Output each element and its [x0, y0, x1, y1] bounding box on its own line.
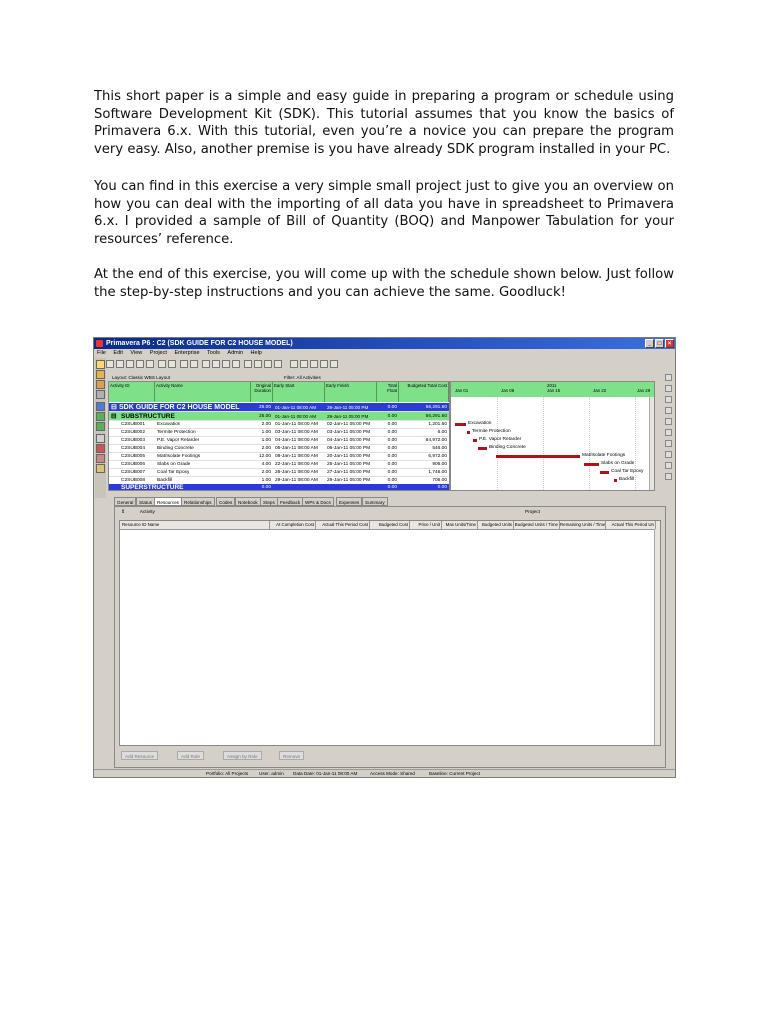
col-actual-this-period-units[interactable]: Actual This Period Un — [606, 521, 656, 529]
menu-view[interactable]: View — [130, 350, 143, 356]
sidebar-projects-icon[interactable] — [96, 360, 105, 369]
primavera-app-icon — [96, 340, 103, 347]
sidebar-docs-icon[interactable] — [96, 464, 105, 473]
activity-label: ⇕ Activity — [121, 510, 155, 515]
gantt-bar-label: Mat/Isolate Footings — [582, 453, 626, 458]
col-budgeted-units-time[interactable]: Budgeted Units / Time — [514, 522, 558, 527]
table-row[interactable]: C2SUB006 Slabs on Grade 4.00 22-Jan-11 08:00 AM 25-Jan-11 05:00 PM 0.00 906.00 — [109, 461, 450, 469]
table-row[interactable]: C2SUB001 Excavation 2.00 01-Jan-11 08:00 AM 02-Jan-11 05:00 PM 0.00 1,201.60 — [109, 421, 450, 429]
columns-icon[interactable] — [212, 360, 220, 368]
close-button[interactable]: × — [665, 339, 674, 348]
col-remaining-units-time[interactable]: Remaining Units / Time — [560, 522, 606, 527]
table-row[interactable]: C2SUB003 P.E. Vapor Retarder 1.00 04-Jan-11 08:00 AM 04-Jan-11 05:00 PM 0.00 84,972.00 — [109, 437, 450, 445]
gantt-chart — [450, 381, 655, 491]
close-x-icon[interactable] — [665, 396, 672, 403]
sidebar-tracking-icon[interactable] — [96, 380, 105, 389]
gantt-bar-label: Slabs on Grade — [601, 461, 635, 466]
sidebar-resources-icon[interactable] — [96, 412, 105, 421]
bars-icon[interactable] — [222, 360, 230, 368]
menu-help[interactable]: Help — [250, 350, 262, 356]
gantt-bar-label: Termite Protection — [472, 429, 511, 434]
superstructure-name: SUPERSTRUCTURE — [121, 484, 184, 491]
gantt-gridline — [589, 397, 590, 491]
activity-table-header — [109, 382, 450, 402]
gantt-scrollbar[interactable] — [649, 397, 655, 491]
menu-file[interactable]: File — [97, 350, 106, 356]
col-price-unit[interactable]: Price / Unit — [410, 521, 442, 529]
gantt-year: 2011 — [547, 383, 557, 388]
cut-icon[interactable] — [126, 360, 134, 368]
gantt-week-2: Jan 08 — [501, 388, 515, 393]
resource-table-scrollbar[interactable] — [654, 529, 661, 745]
up-arrow-icon[interactable] — [665, 407, 672, 414]
group-sort-icon[interactable] — [244, 360, 252, 368]
sidebar-issues-icon[interactable] — [96, 434, 105, 443]
help-icon[interactable] — [330, 360, 338, 368]
remove-button[interactable]: Remove — [279, 751, 304, 760]
gantt-icon[interactable] — [290, 360, 298, 368]
col-budgeted-cost[interactable]: Budgeted Cost — [370, 521, 410, 529]
link-icon[interactable] — [665, 462, 672, 469]
col-max-units-time[interactable]: Max Units/Time — [442, 521, 478, 529]
col-resource-id-name[interactable]: Resource ID Name — [120, 521, 270, 529]
gantt-gridline — [543, 397, 544, 491]
gantt-timescale — [451, 382, 655, 397]
col-early-start[interactable]: Early Start — [273, 382, 325, 402]
tab-expenses[interactable]: Expenses — [336, 497, 362, 506]
collapse-icon[interactable]: ⊟ — [111, 413, 117, 420]
gantt-bar-label: Backfill — [619, 477, 635, 482]
status-access-mode: Access Mode: Shared — [370, 771, 415, 776]
layout-filter-bar — [108, 374, 450, 381]
delete-icon[interactable] — [190, 360, 198, 368]
gantt-bar[interactable] — [584, 463, 599, 466]
tab-summary[interactable]: Summary — [362, 497, 388, 506]
undo-icon[interactable] — [158, 360, 166, 368]
window-title: Primavera P6 : C2 (SDK GUIDE FOR C2 HOUSE MODEL) — [106, 340, 293, 347]
wbs-root-name: SDK GUIDE FOR C2 HOUSE MODEL — [119, 404, 240, 411]
col-budgeted-units[interactable]: Budgeted Units — [478, 521, 514, 529]
wbs-root-row[interactable]: ⊟ SDK GUIDE FOR C2 HOUSE MODEL 25.00 01-Jan-11 08:00 AM 29-Jan-11 05:00 PM 0.00 56,291.60 — [109, 403, 450, 412]
wbs-substructure-row[interactable]: ⊟ SUBSTRUCTURE 25.00 01-Jan-11 08:00 AM 29-Jan-11 05:00 PM 0.00 56,291.60 — [109, 412, 450, 421]
schedule-icon[interactable] — [310, 360, 318, 368]
gantt-bar[interactable] — [600, 471, 609, 474]
new-icon[interactable] — [665, 374, 672, 381]
gantt-bar[interactable] — [473, 439, 477, 442]
spell-check-icon[interactable] — [168, 360, 176, 368]
down-arrow-icon[interactable] — [665, 418, 672, 425]
gantt-gridline — [635, 397, 636, 491]
project-label: Project — [525, 510, 540, 515]
menu-enterprise[interactable]: Enterprise — [174, 350, 200, 356]
menu-admin[interactable]: Admin — [227, 350, 244, 356]
assign-by-role-button[interactable]: Assign by Role — [223, 751, 262, 760]
overview-paragraph: You can find in this exercise a very simple small project just to give you an overview on how you can deal with the importing of all data you have in spreadsheet to Primavera 6.x. I provided a sample of Bill of Quantity (BOQ) and Manpower Tabulation for your resources’ reference. — [94, 179, 674, 247]
tab-status[interactable]: Status — [136, 497, 155, 506]
collapse-icon[interactable]: ⊟ — [111, 404, 117, 411]
gantt-bar-label: Binding Concrete — [489, 445, 526, 450]
gantt-bar-label: Excavation — [468, 421, 492, 426]
tab-codes[interactable]: Codes — [216, 497, 235, 506]
tab-notebook[interactable]: Notebook — [235, 497, 261, 506]
col-original-duration[interactable]: Original Duration — [251, 382, 273, 402]
tab-general[interactable]: General — [114, 497, 136, 506]
conclusion-paragraph: At the end of this exercise, you will come up with the schedule shown below. Just follow the step-by-step instructions and you can achieve the same. Goodluck! — [94, 267, 674, 300]
col-budgeted-total-cost[interactable]: Budgeted Total Cost — [399, 382, 449, 402]
primavera-screenshot — [93, 337, 676, 778]
preview-icon[interactable] — [116, 360, 124, 368]
col-actual-this-period-cost[interactable]: Actual This Period Cost — [316, 521, 370, 529]
left-arrow-icon[interactable] — [665, 429, 672, 436]
layout-label[interactable]: Layout: Classic WBS Layout — [112, 375, 170, 380]
menu-project[interactable]: Project — [149, 350, 167, 356]
assign-icon[interactable] — [665, 451, 672, 458]
network-icon[interactable] — [300, 360, 308, 368]
menu-edit[interactable]: Edit — [113, 350, 123, 356]
resource-table-header — [120, 521, 661, 530]
tab-relationships[interactable]: Relationships — [181, 497, 215, 506]
status-data-date: Data Date: 01-Jan-11 08:00 AM — [293, 771, 358, 776]
sidebar-risks-icon[interactable] — [96, 444, 105, 453]
gantt-bar[interactable] — [614, 479, 617, 482]
zoom-in-icon[interactable] — [264, 360, 272, 368]
table-row[interactable]: C2SUB008 Backfill 1.00 29-Jan-11 08:00 AM 29-Jan-11 05:00 PM 0.00 706.00 — [109, 477, 450, 485]
copy-icon[interactable] — [136, 360, 144, 368]
gantt-week-1: Jan 01 — [455, 388, 469, 393]
sidebar-reports-icon[interactable] — [96, 454, 105, 463]
table-row[interactable]: C2SUB007 Coal Tar Epoxy 2.00 26-Jan-11 08:00 AM 27-Jan-11 05:00 PM 0.00 1,746.00 — [109, 469, 450, 477]
gantt-bar[interactable] — [496, 455, 580, 458]
col-early-finish[interactable]: Early Finish — [325, 382, 377, 402]
menu-bar — [94, 349, 675, 358]
gantt-bar[interactable] — [455, 423, 466, 426]
status-bar — [94, 769, 675, 778]
col-at-completion-cost[interactable]: At Completion Cost — [270, 521, 316, 529]
gantt-bar[interactable] — [478, 447, 487, 450]
add-icon[interactable] — [180, 360, 188, 368]
sidebar-activities-icon[interactable] — [96, 402, 105, 411]
activity-table — [108, 381, 450, 491]
paste-icon[interactable] — [146, 360, 154, 368]
indent-icon[interactable] — [665, 385, 672, 392]
right-toolbar — [664, 374, 674, 494]
wbs-superstructure-row[interactable]: SUPERSTRUCTURE 0.00 0.00 0.00 — [109, 484, 450, 491]
col-total-float[interactable]: Total Float — [377, 382, 399, 402]
tab-steps[interactable]: Steps — [260, 497, 278, 506]
gantt-week-5: Jan 29 — [637, 388, 651, 393]
gantt-week-4: Jan 22 — [593, 388, 607, 393]
status-user: User: admin — [259, 771, 284, 776]
zoom-out-icon[interactable] — [274, 360, 282, 368]
toolbar — [106, 358, 666, 372]
tab-resources[interactable]: Resources — [154, 497, 182, 506]
resource-assignments-table — [119, 520, 661, 746]
detail-tabs — [114, 497, 666, 506]
status-baseline: Baseline: Current Project — [429, 771, 481, 776]
title-bar — [94, 338, 675, 349]
print-icon[interactable] — [106, 360, 114, 368]
col-activity-name[interactable]: Activity Name — [155, 382, 251, 402]
menu-tools[interactable]: Tools — [207, 350, 220, 356]
status-portfolio: Portfolio: All Projects — [206, 771, 249, 776]
gantt-bar[interactable] — [467, 431, 470, 434]
table-icon[interactable] — [232, 360, 240, 368]
table-row[interactable]: C2SUB005 Mat/Isolate Footings 12.00 08-Jan-11 08:00 AM 20-Jan-11 05:00 PM 0.00 6,972.00 — [109, 453, 450, 461]
gantt-bar-label: Coal Tar Epoxy — [611, 469, 644, 474]
resources-panel — [114, 506, 666, 768]
gantt-bar-label: P.E. Vapor Retarder — [479, 437, 522, 442]
intro-paragraph: This short paper is a simple and easy guide in preparing a program or schedule using Software Development Kit (SDK). This tutorial assumes that you know the basics of Primavera 6.x. With this tutorial, even you’re a novice you can prepare the program very easy. Also, another premise is you have already SDK program installed in your PC. — [94, 89, 674, 157]
filter-icon[interactable] — [254, 360, 262, 368]
minimize-button[interactable]: _ — [645, 339, 654, 348]
filter-label[interactable]: Filter: All Activities — [284, 375, 321, 380]
calendar-icon[interactable] — [665, 473, 672, 480]
add-role-button[interactable]: Add Role — [177, 751, 204, 760]
sidebar-wbs-icon[interactable] — [96, 370, 105, 379]
left-sidebar — [95, 358, 106, 498]
right-arrow-icon[interactable] — [665, 440, 672, 447]
tab-wps-docs[interactable]: WPs & Docs — [302, 497, 334, 506]
table-row[interactable]: C2SUB002 Termite Protection 1.00 03-Jan-11 08:00 AM 03-Jan-11 05:00 PM 0.00 6.00 — [109, 429, 450, 437]
gantt-gridline — [497, 397, 498, 491]
add-resource-button[interactable]: Add Resource — [121, 751, 158, 760]
tab-feedback[interactable]: Feedback — [277, 497, 303, 506]
level-icon[interactable] — [320, 360, 328, 368]
sidebar-thresholds-icon[interactable] — [96, 390, 105, 399]
substructure-name: SUBSTRUCTURE — [121, 413, 175, 420]
layout-icon[interactable] — [202, 360, 210, 368]
col-activity-id[interactable]: Activity ID — [109, 382, 155, 402]
sidebar-assignments-icon[interactable] — [96, 422, 105, 431]
gantt-week-3: Jan 15 — [547, 388, 561, 393]
maximize-button[interactable]: □ — [655, 339, 664, 348]
table-row[interactable]: C2SUB004 Binding Concrete 2.00 05-Jan-11 08:00 AM 06-Jan-11 05:00 PM 0.00 546.00 — [109, 445, 450, 453]
